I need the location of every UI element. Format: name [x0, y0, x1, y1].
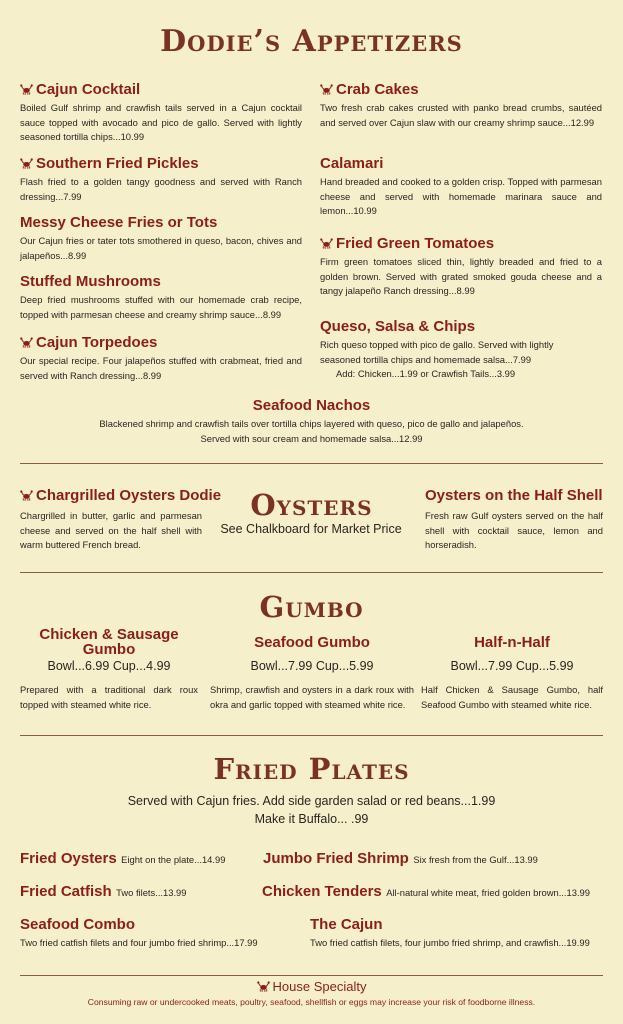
divider [20, 463, 603, 464]
queso-addon: Add: Chicken...1.99 or Crawfish Tails...3.99 [336, 368, 516, 379]
menu-item-oysters-half-shell: Oysters on the Half Shell Fresh raw Gulf oysters served on the half shell with cocktail sauce, lemon and horseradish. [425, 487, 603, 550]
house-specialty-legend: House Specialty [20, 979, 603, 994]
menu-item-jumbo-fried-shrimp: Jumbo Fried Shrimp Six fresh from the Gulf...13.99 [263, 850, 538, 867]
divider [20, 572, 603, 573]
fried-intro: Served with Cajun fries. Add side garden salad or red beans...1.99 [127, 794, 496, 808]
menu-item-cajun-cocktail: Cajun Cocktail Boiled Gulf shrimp and crawfish tails served in a Cajun cocktail sauce topped with avocado and pico de gallo. Served with lightly seasoned tortilla chips...10.99 [20, 81, 302, 142]
divider [20, 735, 603, 736]
menu-item-southern-fried-pickles: Southern Fried Pickles Flash fried to a golden tangy goodness and served with Ranch dressing...7.99 [20, 155, 302, 202]
fried-buffalo: Make it Buffalo... .99 [254, 812, 369, 826]
menu-item-calamari: Calamari Hand breaded and cooked to a golden crisp. Topped with parmesan cheese and served with homemade marinara sauce and lemon...10.99 [320, 155, 602, 216]
menu-item-fried-catfish: Fried Catfish Two filets...13.99 [20, 883, 187, 900]
crawfish-icon [20, 81, 36, 98]
oysters-market-price: See Chalkboard for Market Price [220, 522, 402, 536]
gumbo-price: Bowl...6.99 Cup...4.99 [47, 659, 171, 673]
menu-item-chicken-sausage-gumbo: Chicken & Sausage Gumbo [39, 626, 179, 658]
gumbo-desc: Shrimp, crawfish and oysters in a dark roux with okra and garlic topped with steamed white rice. [210, 684, 414, 710]
health-warning: Consuming raw or undercooked meats, poultry, seafood, shellfish or eggs may increase your risk of foodborne illness. [87, 997, 536, 1007]
gumbo-desc: Half Chicken & Sausage Gumbo, half Seafood Gumbo with steamed white rice. [421, 684, 603, 710]
menu-item-chargrilled-oysters: Chargrilled Oysters Dodie Chargrilled in butter, garlic and parmesan cheese and served on the half shell with warm buttered French bread. [20, 487, 222, 550]
crawfish-icon [320, 81, 336, 98]
menu-item-seafood-combo: Seafood Combo Two fried catfish filets and four jumbo fried shrimp...17.99 [20, 916, 258, 948]
fried-plates-title: Fried Plates [213, 752, 410, 786]
menu-item-the-cajun: The Cajun Two fried catfish filets, four jumbo fried shrimp, and crawfish...19.99 [310, 916, 590, 948]
gumbo-title: Gumbo [259, 590, 364, 624]
appetizers-title: Dodie’s Appetizers [160, 24, 463, 59]
menu-item-half-n-half: Half-n-Half [474, 634, 550, 651]
crawfish-icon [20, 334, 36, 351]
menu-item-fried-green-tomatoes: Fried Green Tomatoes Firm green tomatoes sliced thin, lightly breaded and fried to a golden brown. Served with grated smoked gouda cheese and a tangy jalapeño Ranch dressing...8.99 [320, 235, 602, 296]
divider [20, 975, 603, 976]
gumbo-price: Bowl...7.99 Cup...5.99 [450, 659, 574, 673]
crawfish-icon [257, 979, 273, 994]
menu-item-crab-cakes: Crab Cakes Two fresh crab cakes crusted with panko bread crumbs, sautéed and served over Cajun slaw with our creamy shrimp sauce...12.99 [320, 81, 602, 128]
crawfish-icon [20, 155, 36, 172]
menu-item-chicken-tenders: Chicken Tenders All-natural white meat, fried golden brown...13.99 [262, 883, 590, 900]
oysters-title: Oysters [250, 488, 373, 522]
menu-item-messy-cheese-fries: Messy Cheese Fries or Tots Our Cajun fries or tater tots smothered in queso, bacon, chives and jalapeños...8.99 [20, 214, 302, 261]
menu-item-queso-salsa-chips: Queso, Salsa & Chips Rich queso topped with pico de gallo. Served with lightly seasoned tortilla chips and homemade salsa...7.99 Add: Chicken...1.99 or Crawfish Tails...3.99 [320, 318, 580, 382]
menu-item-seafood-gumbo: Seafood Gumbo [254, 634, 370, 651]
crawfish-icon [320, 235, 336, 252]
gumbo-desc: Prepared with a traditional dark roux topped with steamed white rice. [20, 684, 198, 710]
menu-item-stuffed-mushrooms: Stuffed Mushrooms Deep fried mushrooms stuffed with our homemade crab recipe, topped with parmesan cheese and creamy shrimp sauce...8.99 [20, 273, 302, 320]
menu-item-seafood-nachos: Seafood Nachos Blackened shrimp and crawfish tails over tortilla chips layered with queso, pico de gallo and jalapeños. Served with sour cream and homemade salsa...12.99 [99, 397, 524, 444]
menu-item-cajun-torpedoes: Cajun Torpedoes Our special recipe. Four jalapeños stuffed with crabmeat, fried and served with Ranch dressing...8.99 [20, 334, 302, 381]
gumbo-price: Bowl...7.99 Cup...5.99 [250, 659, 374, 673]
menu-item-fried-oysters: Fried Oysters Eight on the plate...14.99 [20, 850, 226, 867]
